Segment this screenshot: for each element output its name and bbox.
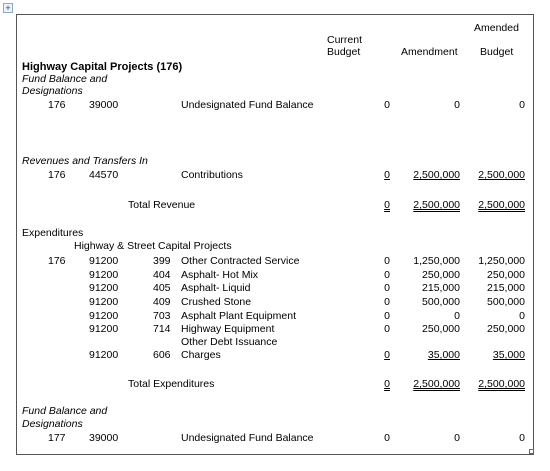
amendment-value: 2,500,000 bbox=[413, 169, 460, 181]
amendment-value: 500,000 bbox=[422, 296, 460, 308]
current-budget-value: 0 bbox=[384, 169, 390, 181]
total-expenditures-current: 0 bbox=[384, 378, 390, 390]
fund-balance-label-line2: Designations bbox=[22, 85, 83, 97]
account-number: 44570 bbox=[89, 169, 119, 181]
line-description: Other Debt Issuance bbox=[181, 336, 278, 348]
amended-budget-value: 0 bbox=[519, 310, 525, 322]
total-expenditures-label: Total Expenditures bbox=[128, 378, 215, 390]
amended-budget-value: 250,000 bbox=[487, 269, 525, 281]
amended-budget-value: 500,000 bbox=[487, 296, 525, 308]
amendment-value: 35,000 bbox=[427, 349, 460, 361]
line-description-cont: Charges bbox=[181, 349, 221, 361]
amended-budget-value: 215,000 bbox=[487, 282, 525, 294]
amended-budget-value: 0 bbox=[519, 432, 525, 444]
fund-number: 176 bbox=[48, 99, 66, 111]
object-code: 714 bbox=[153, 323, 171, 335]
dept-number: 91200 bbox=[89, 269, 119, 281]
fund-number: 177 bbox=[48, 432, 66, 444]
current-budget-value: 0 bbox=[384, 432, 390, 444]
account-number: 39000 bbox=[89, 99, 119, 111]
total-expenditures-amendment: 2,500,000 bbox=[413, 378, 460, 390]
total-revenue-current: 0 bbox=[384, 199, 390, 211]
current-budget-value: 0 bbox=[384, 99, 390, 111]
total-revenue-amended: 2,500,000 bbox=[478, 199, 525, 211]
object-code: 404 bbox=[153, 269, 171, 281]
amended-budget-value: 2,500,000 bbox=[478, 169, 525, 181]
account-number: 39000 bbox=[89, 432, 119, 444]
header-amended-budget-line2: Budget bbox=[480, 46, 514, 58]
dept-number: 91200 bbox=[89, 282, 119, 294]
fund-balance-label-line2: Designations bbox=[22, 418, 83, 430]
object-code: 399 bbox=[153, 255, 171, 267]
header-amendment: Amendment bbox=[401, 46, 458, 58]
amendment-value: 250,000 bbox=[422, 269, 460, 281]
current-budget-value: 0 bbox=[384, 349, 390, 361]
current-budget-value: 0 bbox=[384, 323, 390, 335]
amendment-value: 1,250,000 bbox=[413, 255, 460, 267]
total-revenue-label: Total Revenue bbox=[128, 199, 196, 211]
fund-number: 176 bbox=[48, 169, 66, 181]
header-current-budget-line1: Current bbox=[327, 34, 363, 46]
dept-number: 91200 bbox=[89, 255, 119, 267]
object-code: 703 bbox=[153, 310, 171, 322]
amended-budget-value: 0 bbox=[519, 99, 525, 111]
line-description: Undesignated Fund Balance bbox=[181, 432, 314, 444]
line-description: Other Contracted Service bbox=[181, 255, 300, 267]
header-amended-budget-line1: Amended bbox=[474, 22, 519, 34]
object-code: 606 bbox=[153, 349, 171, 361]
current-budget-value: 0 bbox=[384, 255, 390, 267]
object-code: 405 bbox=[153, 282, 171, 294]
dept-number: 91200 bbox=[89, 323, 119, 335]
current-budget-value: 0 bbox=[384, 282, 390, 294]
total-expenditures-amended: 2,500,000 bbox=[478, 378, 525, 390]
line-description: Asphalt Plant Equipment bbox=[181, 310, 296, 322]
dept-number: 91200 bbox=[89, 349, 119, 361]
amendment-value: 215,000 bbox=[422, 282, 460, 294]
expenditures-subheading: Highway & Street Capital Projects bbox=[74, 240, 232, 252]
line-description: Contributions bbox=[181, 169, 243, 181]
amended-budget-value: 250,000 bbox=[487, 323, 525, 335]
fund-number: 176 bbox=[48, 255, 66, 267]
table-resize-handle[interactable] bbox=[529, 449, 534, 454]
object-code: 409 bbox=[153, 296, 171, 308]
amended-budget-value: 35,000 bbox=[492, 349, 525, 361]
report-title: Highway Capital Projects (176) bbox=[22, 61, 183, 73]
current-budget-value: 0 bbox=[384, 269, 390, 281]
fund-balance-label-line1: Fund Balance and bbox=[22, 73, 108, 85]
amendment-value: 250,000 bbox=[422, 323, 460, 335]
dept-number: 91200 bbox=[89, 296, 119, 308]
current-budget-value: 0 bbox=[384, 310, 390, 322]
header-current-budget-line2: Budget bbox=[327, 46, 361, 58]
amendment-value: 0 bbox=[454, 310, 460, 322]
line-description: Crushed Stone bbox=[181, 296, 252, 308]
amended-budget-value: 1,250,000 bbox=[478, 255, 525, 267]
total-revenue-amendment: 2,500,000 bbox=[413, 199, 460, 211]
dept-number: 91200 bbox=[89, 310, 119, 322]
table-move-handle-icon[interactable]: + bbox=[3, 3, 13, 13]
line-description: Asphalt- Hot Mix bbox=[181, 269, 259, 281]
revenues-label: Revenues and Transfers In bbox=[22, 155, 148, 167]
line-description: Highway Equipment bbox=[181, 323, 275, 335]
expenditures-label: Expenditures bbox=[22, 227, 84, 239]
current-budget-value: 0 bbox=[384, 296, 390, 308]
amendment-value: 0 bbox=[454, 99, 460, 111]
line-description: Asphalt- Liquid bbox=[181, 282, 251, 294]
line-description: Undesignated Fund Balance bbox=[181, 99, 314, 111]
amendment-value: 0 bbox=[454, 432, 460, 444]
fund-balance-label-line1: Fund Balance and bbox=[22, 405, 108, 417]
